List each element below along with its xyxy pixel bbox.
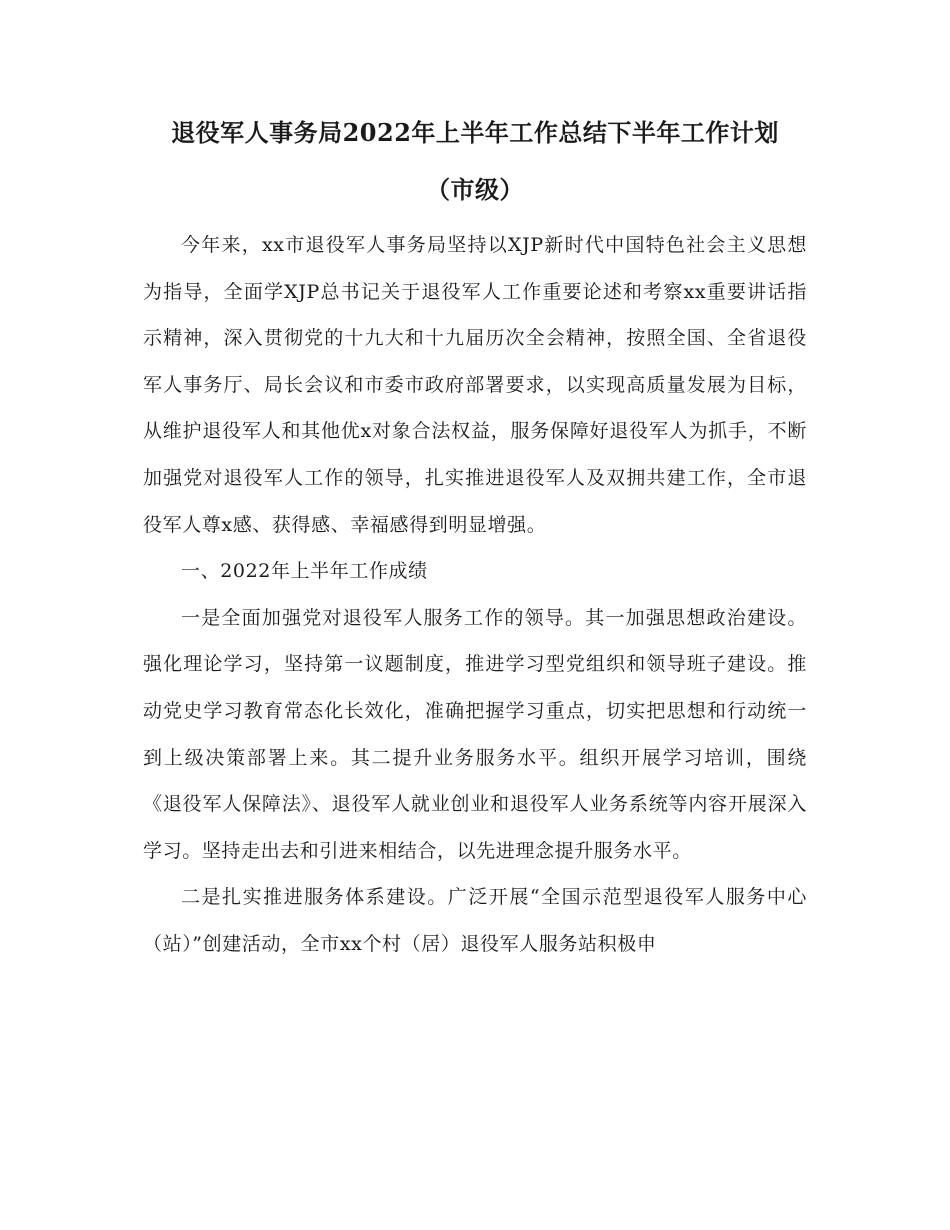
document-body [143,222,807,968]
document-subtitle: （市级） [426,175,524,204]
body-paragraph: 二是扎实推进服务体系建设。广泛开展“全国示范型退役军人服务中心（站）”创建活动，全市xx个村（居）退役军人服务站积极申 [143,886,807,955]
intro-paragraph: 今年来，xx市退役军人事务局坚持以XJP新时代中国特色社会主义思想为指导，全面学XJP总书记关于退役军人工作重要论述和考察xx重要讲话指示精神，深入贯彻党的十九大和十九届历次全会精神，按照全国、全省退役军人事务厅、局长会议和市委市政府部署要求，以实现高质量发展为目标，从维护退役军人和其他优x对象合法权益，服务保障好退役军人为抓手，不断加强党对退役军人工作的领导，扎实推进退役军人及双拥共建工作，全市退役军人尊x感、获得感、幸福感得到明显增强。 [143,234,807,536]
document-title: 退役军人事务局2022年上半年工作总结下半年工作计划 [171,118,779,147]
body-paragraph: 一是全面加强党对退役军人服务工作的领导。其一加强思想政治建设。强化理论学习，坚持第一议题制度，推进学习型党组织和领导班子建设。推动党史学习教育常态化长效化，准确把握学习重点，切实把思想和行动统一到上级决策部署上来。其二提升业务服务水平。组织开展学习培训，围绕《退役军人保障法》、退役军人就业创业和退役军人业务系统等内容开展深入学习。坚持走出去和引进来相结合，以先进理念提升服务水平。 [143,606,807,862]
section-heading: 一、2022年上半年工作成绩 [181,560,428,583]
